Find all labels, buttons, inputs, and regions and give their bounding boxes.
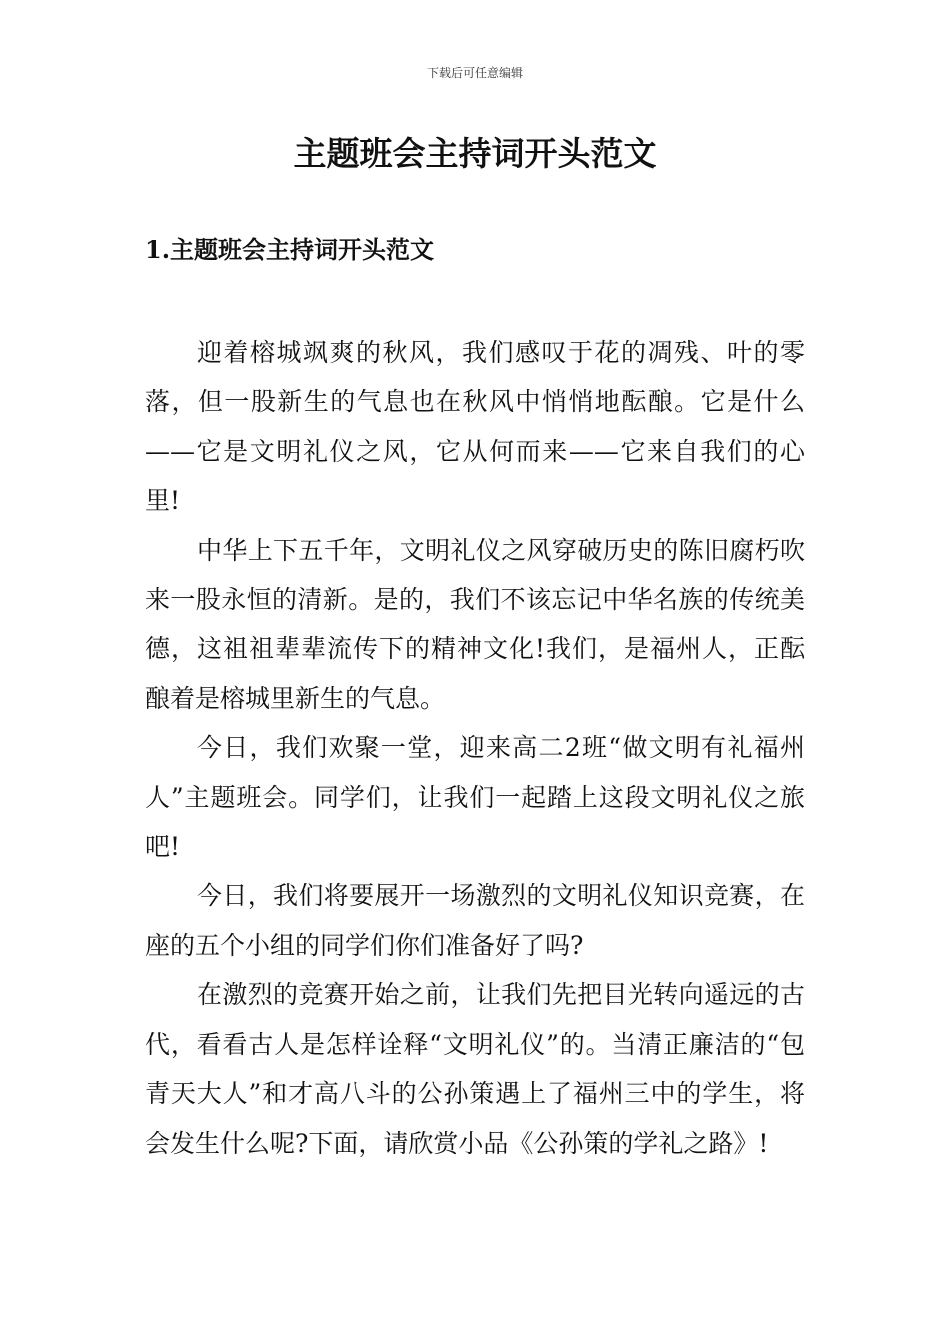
header-note: 下载后可任意编辑 bbox=[426, 66, 523, 80]
paragraph: 迎着榕城飒爽的秋风，我们感叹于花的凋残、叶的零落，但一股新生的气息也在秋风中悄悄地酝酿。它是什么——它是文明礼仪之风，它从何而来——它来自我们的心里! bbox=[145, 338, 805, 516]
paragraph: 今日，我们将要展开一场激烈的文明礼仪知识竞赛，在座的五个小组的同学们你们准备好了吗? bbox=[145, 881, 805, 960]
paragraph: 中华上下五千年，文明礼仪之风穿破历史的陈旧腐朽吹来一股永恒的清新。是的，我们不该忘记中华名族的传统美德，这祖祖辈辈流传下的精神文化!我们，是福州人，正酝酿着是榕城里新生的气息。 bbox=[145, 535, 805, 713]
paragraph: 在激烈的竞赛开始之前，让我们先把目光转向遥远的古代，看看古人是怎样诠释“文明礼仪”的。当清正廉洁的“包青天大人”和才高八斗的公孙策遇上了福州三中的学生，将会发生什么呢?下面，请欣赏小品《公孙策的学礼之路》! bbox=[145, 980, 805, 1158]
document-title: 主题班会主持词开头范文 bbox=[293, 134, 657, 173]
body-text bbox=[145, 328, 805, 1168]
section-heading: 1.主题班会主持词开头范文 bbox=[145, 235, 435, 264]
paragraph: 今日，我们欢聚一堂，迎来高二2班“做文明有礼福州人”主题班会。同学们，让我们一起踏上这段文明礼仪之旅吧! bbox=[145, 733, 805, 862]
